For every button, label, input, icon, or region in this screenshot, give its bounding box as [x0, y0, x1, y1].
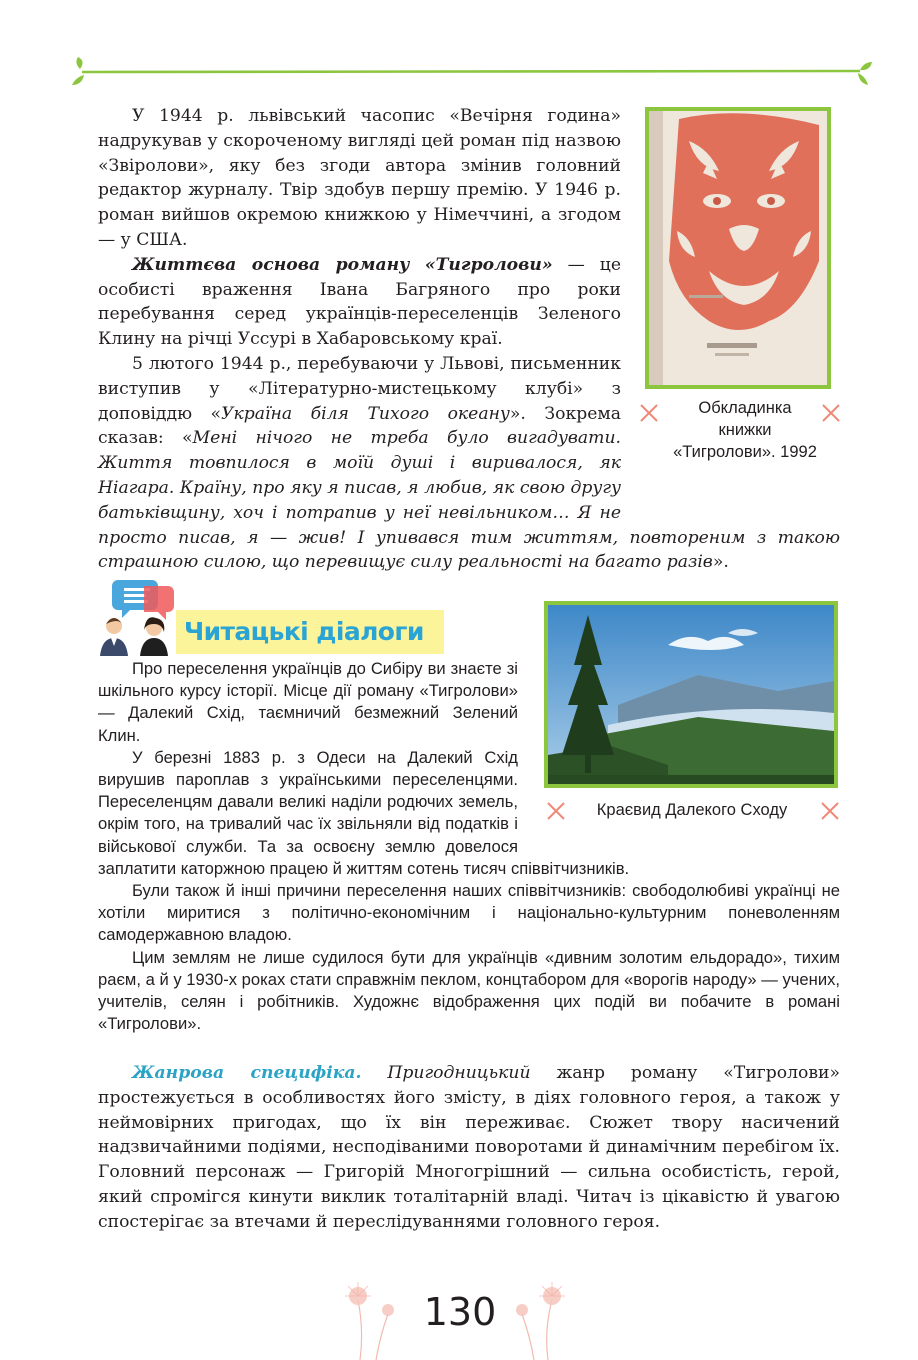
section-history — [98, 104, 840, 575]
book-cover-caption: Обкладинка книжки «Тигролови». 1992 — [673, 399, 817, 461]
page-number: 130 — [423, 1290, 497, 1334]
paragraph: У березні 1883 р. з Одеси на Далекий Схід вирушив пароплав з українськими переселенцями. Переселенцям давали великі наділи родючих земель, окрім того, на тривалий час їх звільняли від податків і військової служби. Та за освоєну землю довелося заплатити каторжною працею й життям сотень тисяч співвітчизників. — [98, 747, 630, 878]
genre-heading: Жанрова специфіка. — [132, 1063, 362, 1083]
paragraph: Про переселення українців до Сибіру ви знаєте зі шкільного курсу історії. Місце дії роману «Тигролови» — Далекий Схід, таємничий безмежний Зелений Клин. — [98, 659, 518, 745]
landscape-caption: Краєвид Далекого Сходу — [596, 801, 788, 819]
book-cover-figure — [635, 105, 840, 503]
quote: Мені нічого не треба було вигадувати. Життя товпилося в моїй душі і виривалося, як Ніагара. Країну, про яку я писав, я любив, як свою другу батьківщину, хоч і потрапив у неї невільником… Я не просто писав, я — жив! І упивався тим життям, повтореним з такою страшною силою, що перевищує силу реальності на багато разів — [98, 428, 840, 573]
emphasis: Пригодницький — [387, 1063, 531, 1083]
caption-cross-left-icon — [546, 801, 566, 821]
paragraph — [98, 1061, 840, 1235]
text: ». — [712, 552, 729, 573]
paragraph: Були також й інші причини переселення наших співвітчизників: свободолюбиві українці не хотіли миритися з політично-економічним і національно-культурним поневоленням самодержавною владою. — [98, 881, 840, 945]
paragraph: Цим землям не лише судилося бути для українців «дивним золотим ельдорадо», тихим раєм, а й у 1930-х роках стати справжнім пеклом, концтабором для «ворогів народу» — учених, учителів, селян і робітників. Художнє відображення цих подій ви побачите в романі «Тигролови». — [98, 947, 840, 1034]
section-title: Читацькі діалоги — [184, 617, 424, 646]
text: — це особисті враження Івана Багряного про роки перебування серед українців-переселенців Зеленого Клину на річці Уссурі в Хабаровському краї. — [98, 254, 622, 350]
text: жанр роману «Тигролови» простежується в особливостях його змісту, в діях головного героя, а також у неймовірних пригодах, що їх він переживає. Сюжет твору насичений надзвичайними подіями, несподіваними поворотами й динамічним перебігом їх. Головний персонаж — Григорій Многогрішний — сильна особистість, герой, який спромігся кинути виклик тоталітарній владі. Читач із цікавістю й увагою спостерігає за втечами й переслідуваннями головного героя. — [98, 1063, 840, 1232]
section-heading — [98, 600, 840, 656]
tiger-book-cover — [645, 107, 831, 389]
caption-cross-left-icon — [639, 403, 659, 423]
paragraph: У 1944 р. львівський часопис «Вечірня година» надрукував у скороченому вигляді цей роман під назвою «Звіролови», яку без згоди автора змінив головний редактор журналу. Твір здобув першу премію. У 1946 р. роман вийшов окремою книжкою у Німеччині, а згодом — у США. — [98, 106, 621, 250]
dialog-people-icon — [98, 580, 178, 656]
text: ». Зокрема сказав: « — [98, 403, 621, 449]
caption-cross-right-icon — [821, 403, 841, 423]
top-vine-decoration — [0, 55, 918, 95]
emphasis: Життєва основа роману «Тигролови» — [132, 254, 553, 275]
section-reader-dialogs — [98, 600, 840, 1035]
section-genre — [98, 1061, 840, 1235]
tiger-icon — [649, 111, 827, 385]
emphasis: Україна біля Тихого океану — [221, 403, 510, 424]
text: 5 лютого 1944 р., перебуваючи у Львові, письменник виступив у «Літературно-мистецькому клубі» з доповіддю « — [98, 353, 621, 424]
caption-cross-right-icon — [820, 801, 840, 821]
